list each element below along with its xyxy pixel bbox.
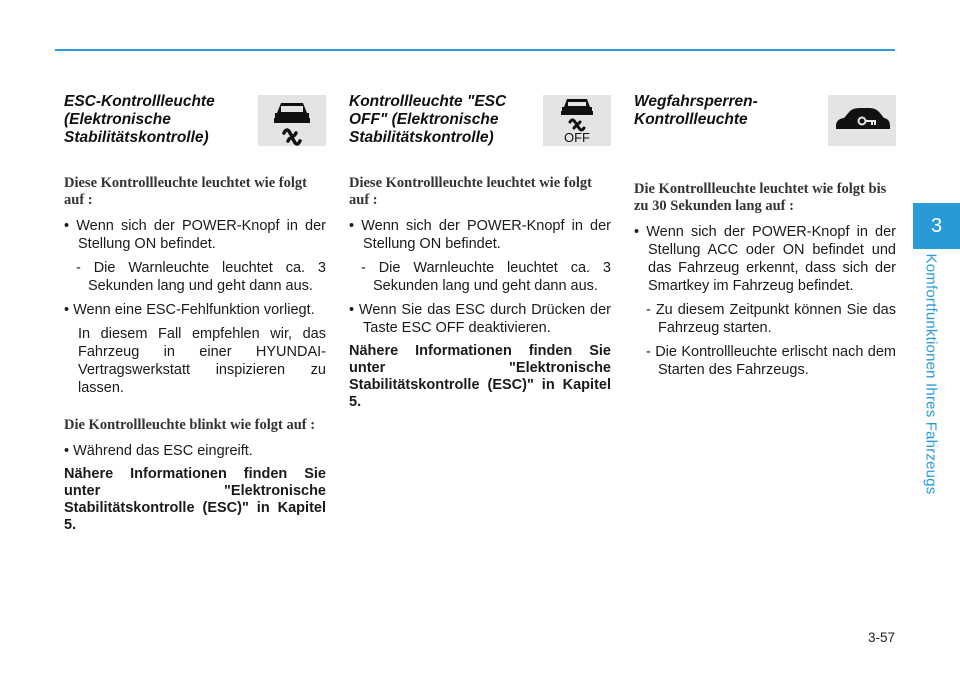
esc-off-indicator-icon <box>543 95 611 146</box>
list-item: • Wenn eine ESC-Fehlfunktion vorliegt. <box>64 302 315 318</box>
reference-note: Nähere Informationen finden Sie unter "Elektronische Stabilitätskontrolle (ESC)" in Kapitel 5. <box>64 466 326 533</box>
section-title: ESC-Kontrollleuchte (Elektronische Stabilitätskontrolle) <box>64 93 215 146</box>
column-esc <box>64 93 326 534</box>
svg-text:OFF: OFF <box>564 130 590 145</box>
list-item: • Während das ESC eingreift. <box>64 443 253 459</box>
top-rule <box>55 49 895 51</box>
subheading: Diese Kontrollleuchte leuchtet wie folgt auf : <box>64 175 307 208</box>
sub-list-item: - Die Warnleuchte leuchtet ca. 3 Sekunden lang und geht dann aus. <box>76 260 326 294</box>
note-paragraph: In diesem Fall empfehlen wir, das Fahrzeug in einer HYUNDAI-Vertragswerkstatt inspizieren zu lassen. <box>78 326 326 396</box>
section-header <box>64 93 326 159</box>
sub-list-item: - Die Warnleuchte leuchtet ca. 3 Sekunden lang und geht dann aus. <box>361 260 611 294</box>
subheading: Die Kontrollleuchte blinkt wie folgt auf : <box>64 417 316 433</box>
chapter-number: 3 <box>930 215 943 237</box>
sub-list-item: - Die Kontrollleuchte erlischt nach dem Starten des Fahrzeugs. <box>646 344 896 378</box>
section-title: Kontrollleuchte "ESC OFF" (Elektronische Stabilitätskontrolle) <box>349 93 507 146</box>
chapter-tab <box>913 203 960 249</box>
list-item: • Wenn sich der POWER-Knopf in der Stellung ON befindet. <box>349 218 611 252</box>
section-header <box>349 93 611 159</box>
subheading: Die Kontrollleuchte leuchtet wie folgt bis zu 30 Sekunden lang auf : <box>634 181 887 214</box>
sub-list-item: - Zu diesem Zeitpunkt können Sie das Fahrzeug starten. <box>646 302 896 336</box>
column-esc-off <box>349 93 611 411</box>
page-number: 3-57 <box>867 630 895 645</box>
column-immobilizer <box>634 93 896 385</box>
reference-note: Nähere Informationen finden Sie unter "Elektronische Stabilitätskontrolle (ESC)" in Kapitel 5. <box>349 343 611 410</box>
list-item: • Wenn sich der POWER-Knopf in der Stellung ACC oder ON befindet und das Fahrzeug erkennt, dass sich der Smartkey im Fahrzeug befindet. <box>634 224 896 294</box>
esc-indicator-icon <box>258 95 326 146</box>
immobilizer-key-car-icon <box>828 95 896 146</box>
section-header <box>634 93 896 159</box>
section-title: Wegfahrsperren-Kontrollleuchte <box>634 93 758 128</box>
subheading: Diese Kontrollleuchte leuchtet wie folgt auf : <box>349 175 592 208</box>
list-item: • Wenn Sie das ESC durch Drücken der Taste ESC OFF deaktivieren. <box>349 302 611 336</box>
list-item: • Wenn sich der POWER-Knopf in der Stellung ON befindet. <box>64 218 326 252</box>
chapter-label: Komfortfunktionen Ihres Fahrzeugs <box>922 253 940 495</box>
